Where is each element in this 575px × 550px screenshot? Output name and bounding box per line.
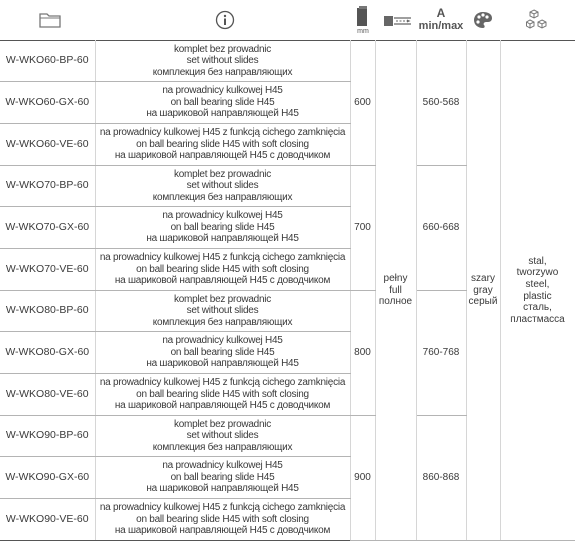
product-description [95, 41, 350, 82]
description-line: комплекция без направляющих [152, 441, 293, 453]
color-value [466, 41, 500, 541]
product-code: W-WKO60-VE-60 [0, 124, 95, 166]
description-line: na prowadnicy kulkowej H45 z funkcją cichego zamknięcia [99, 377, 346, 389]
product-code: W-WKO90-BP-60 [0, 416, 95, 457]
description-line: на шариковой направляющей H45 [146, 358, 299, 370]
extension-line: full [389, 284, 402, 296]
product-code: W-WKO90-GX-60 [0, 457, 95, 499]
material-line: сталь, [523, 302, 552, 314]
description-line: na prowadnicy kulkowej H45 z funkcją cichego zamknięcia [99, 502, 346, 514]
product-code: W-WKO70-GX-60 [0, 207, 95, 249]
table-row [0, 41, 575, 82]
product-code: W-WKO70-BP-60 [0, 166, 95, 207]
description-line: komplet bez prowadnic [173, 43, 272, 55]
product-code: W-WKO80-VE-60 [0, 374, 95, 416]
product-description [95, 124, 350, 166]
a-min-max-header [416, 0, 466, 40]
a-range-value: 660-668 [416, 166, 466, 291]
description-line: на шариковой направляющей H45 с доводчиком [114, 525, 331, 537]
description-line: set without slides [186, 305, 259, 317]
description-line: на шариковой направляющей H45 с доводчиком [114, 400, 331, 412]
description-line: na prowadnicy kulkowej H45 [162, 210, 283, 222]
description-line: комплекция без направляющих [152, 66, 293, 78]
color-line: szary [471, 273, 495, 285]
slide-icon [380, 0, 416, 40]
product-description [95, 457, 350, 499]
unit-mm-label: mm [357, 27, 369, 35]
extension-type [375, 41, 416, 541]
product-description [95, 374, 350, 416]
product-description [95, 249, 350, 291]
material-value [500, 41, 575, 541]
product-table [0, 40, 575, 541]
material-line: tworzywo [516, 267, 559, 279]
description-line: komplet bez prowadnic [173, 293, 272, 305]
a-range-value: 860-868 [416, 416, 466, 541]
product-description [95, 291, 350, 332]
description-line: на шариковой направляющей H45 [146, 233, 299, 245]
a-sub-label: min/max [418, 20, 464, 32]
description-line: комплекция без направляющих [152, 191, 293, 203]
depth-value: 800 [350, 291, 375, 416]
product-code: W-WKO70-VE-60 [0, 249, 95, 291]
description-line: on ball bearing slide H45 with soft closing [136, 138, 309, 150]
a-range-value: 760-768 [416, 291, 466, 416]
info-icon [100, 0, 350, 40]
material-line: пластмасса [510, 313, 565, 325]
depth-value: 700 [350, 166, 375, 291]
description-line: set without slides [186, 55, 259, 67]
table-header [0, 0, 575, 40]
extension-line: pełny [383, 273, 408, 285]
a-range-value: 560-568 [416, 41, 466, 166]
description-line: на шариковой направляющей H45 [146, 108, 299, 120]
description-line: on ball bearing slide H45 [170, 346, 275, 358]
product-code: W-WKO80-BP-60 [0, 291, 95, 332]
description-line: komplet bez prowadnic [173, 168, 272, 180]
a-label: A [436, 6, 446, 20]
description-line: комплекция без направляющих [152, 316, 293, 328]
color-line: gray [473, 284, 493, 296]
depth-value: 600 [350, 41, 375, 166]
description-line: na prowadnicy kulkowej H45 z funkcją cichego zamknięcia [99, 127, 346, 139]
palette-icon [466, 0, 500, 40]
folder-icon [0, 0, 100, 40]
description-line: on ball bearing slide H45 with soft closing [136, 263, 309, 275]
description-line: na prowadnicy kulkowej H45 [162, 85, 283, 97]
product-description [95, 82, 350, 124]
product-code: W-WKO80-GX-60 [0, 332, 95, 374]
description-line: on ball bearing slide H45 [170, 471, 275, 483]
description-line: на шариковой направляющей H45 с доводчиком [114, 275, 331, 287]
description-line: set without slides [186, 180, 259, 192]
description-line: на шариковой направляющей H45 [146, 483, 299, 495]
description-line: на шариковой направляющей H45 с доводчиком [114, 150, 331, 162]
description-line: komplet bez prowadnic [173, 418, 272, 430]
description-line: set without slides [186, 430, 259, 442]
product-description [95, 166, 350, 207]
description-line: on ball bearing slide H45 [170, 96, 275, 108]
product-description [95, 416, 350, 457]
product-code: W-WKO90-VE-60 [0, 499, 95, 541]
material-line: steel, [525, 278, 550, 290]
material-line: stal, [528, 255, 547, 267]
description-line: on ball bearing slide H45 [170, 221, 275, 233]
description-line: on ball bearing slide H45 with soft closing [136, 513, 309, 525]
description-line: na prowadnicy kulkowej H45 [162, 335, 283, 347]
material-line: plastic [523, 290, 552, 302]
material-cubes-icon [500, 0, 575, 40]
height-mm-icon [350, 0, 376, 40]
color-line: серый [468, 296, 498, 308]
product-code: W-WKO60-GX-60 [0, 82, 95, 124]
depth-value: 900 [350, 416, 375, 541]
product-description [95, 207, 350, 249]
description-line: na prowadnicy kulkowej H45 z funkcją cichego zamknięcia [99, 252, 346, 264]
product-description [95, 499, 350, 541]
extension-line: полное [378, 296, 413, 308]
description-line: on ball bearing slide H45 with soft closing [136, 388, 309, 400]
product-description [95, 332, 350, 374]
product-code: W-WKO60-BP-60 [0, 41, 95, 82]
description-line: na prowadnicy kulkowej H45 [162, 460, 283, 472]
